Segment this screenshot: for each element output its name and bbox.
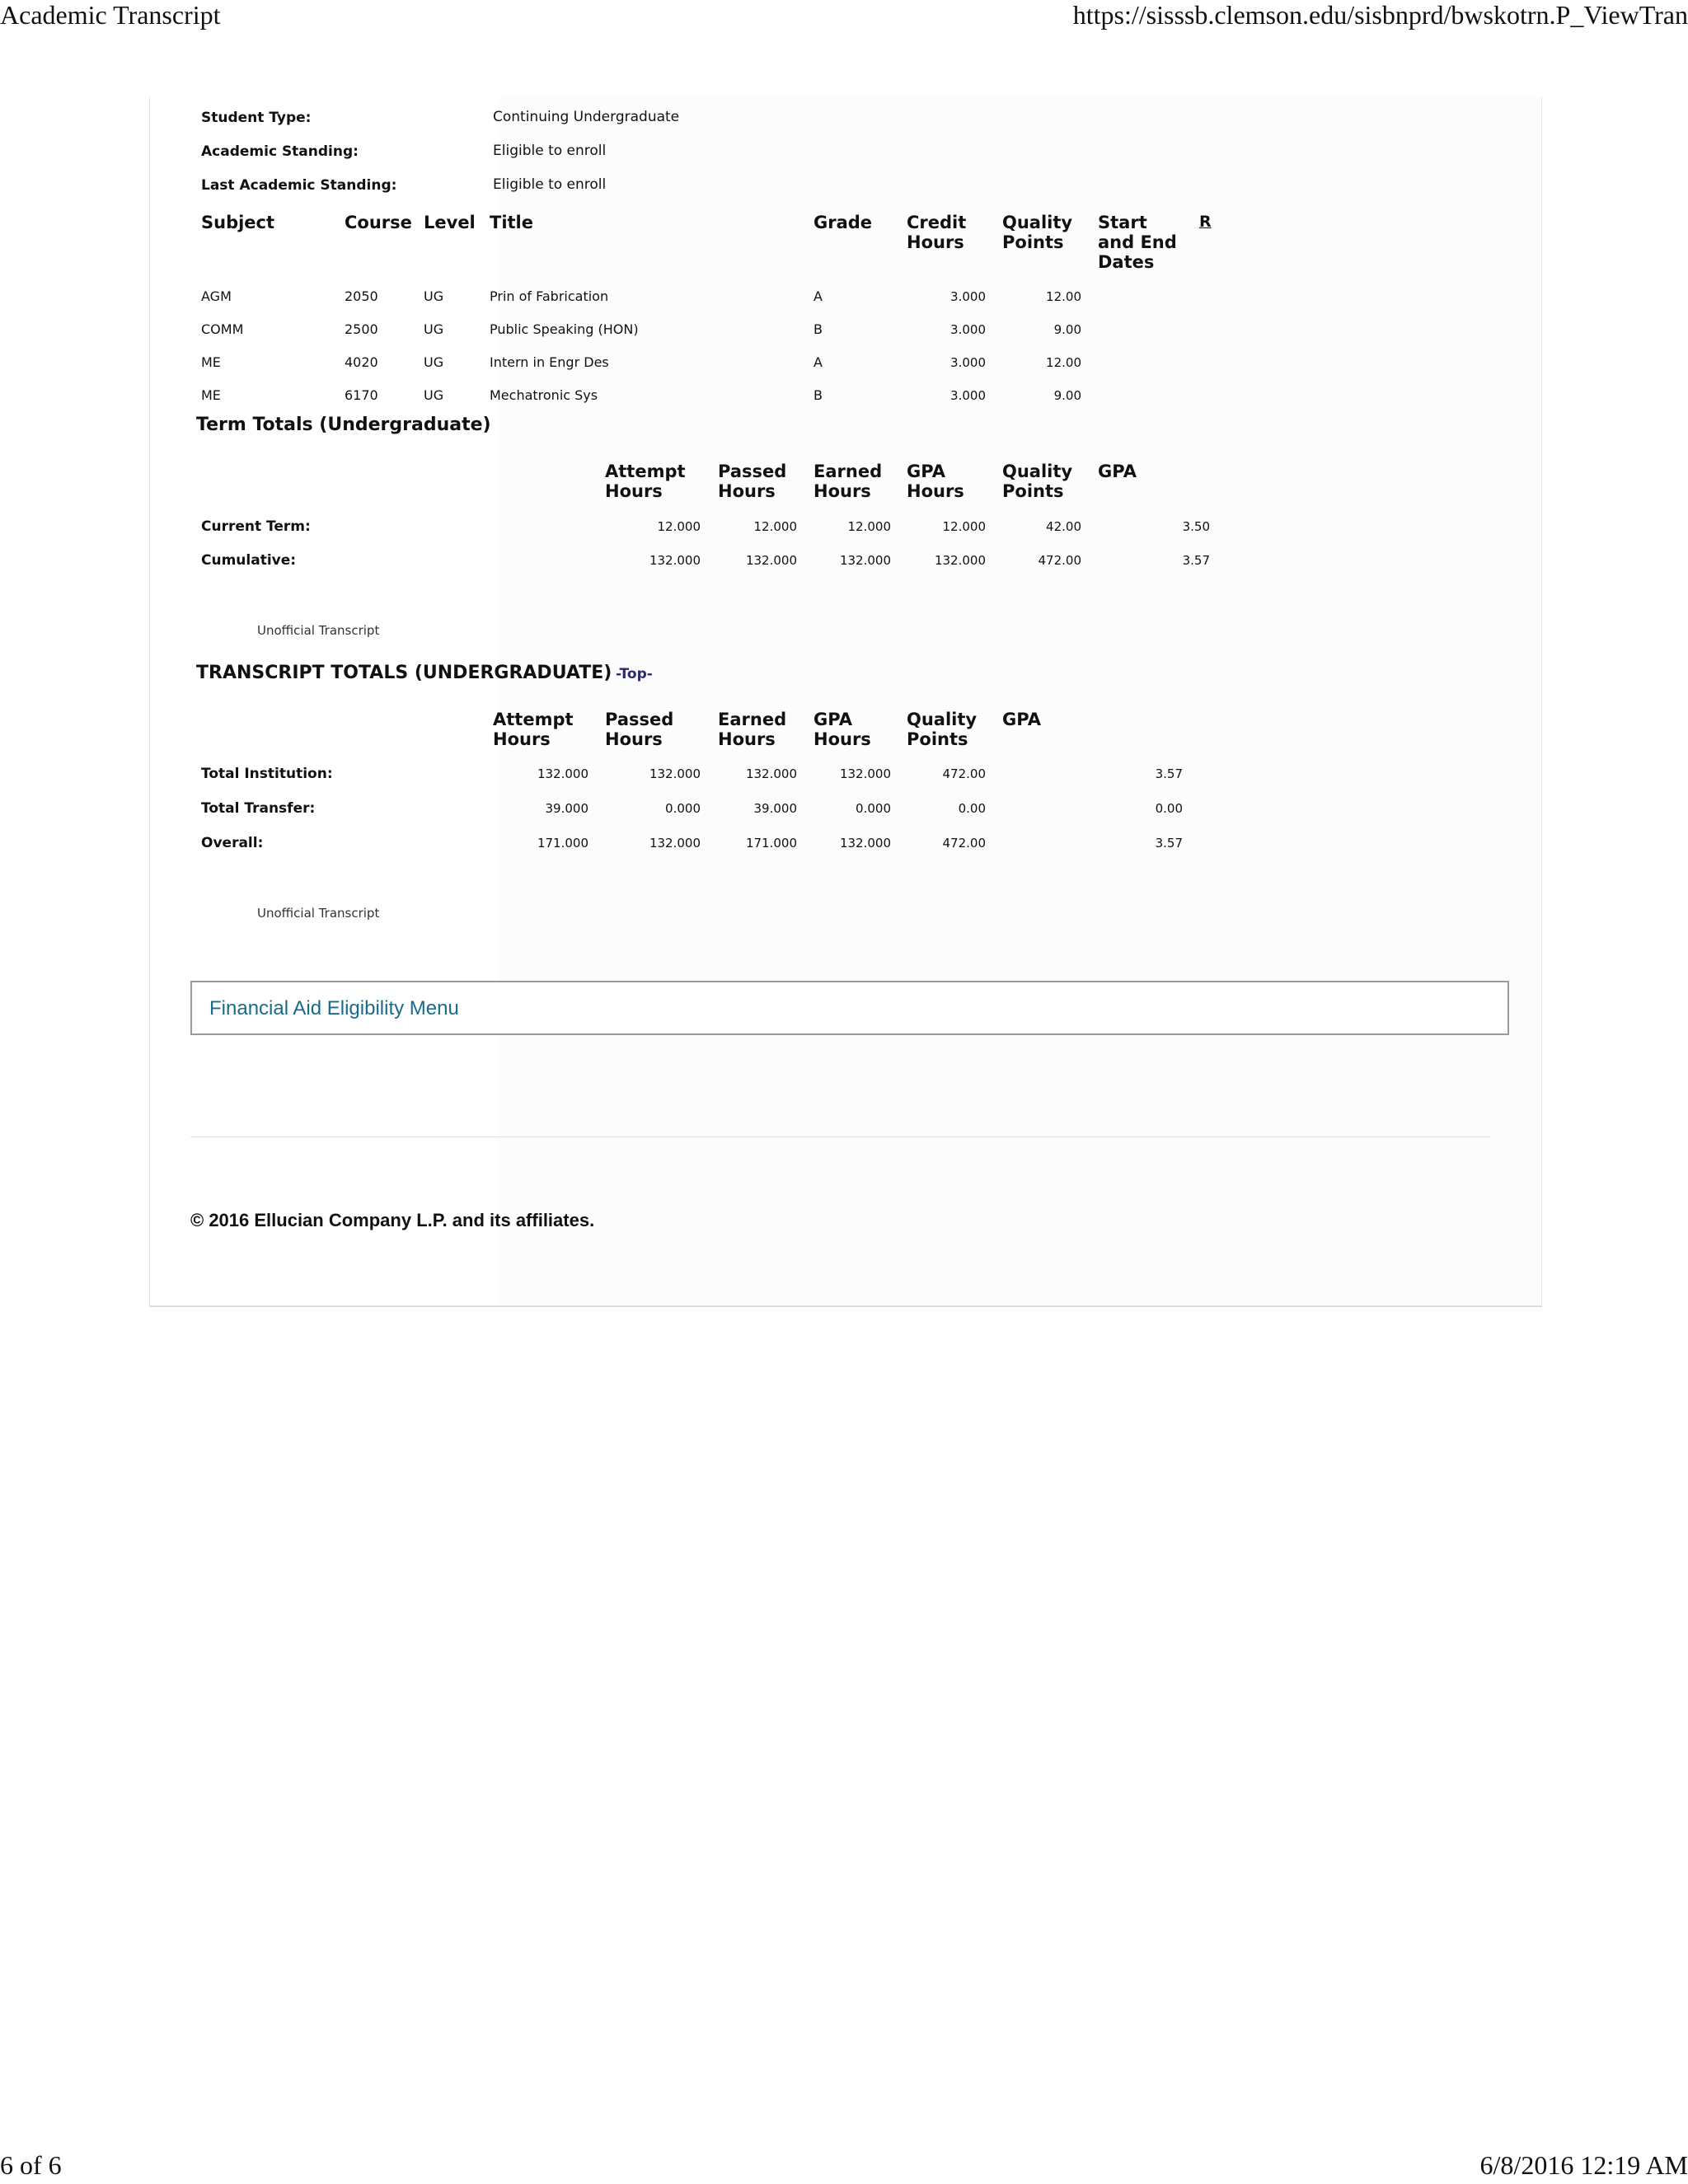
course-subject: ME bbox=[201, 354, 221, 370]
course-number: 2500 bbox=[345, 321, 378, 337]
col-header-credit-hours: Credit Hours bbox=[907, 213, 967, 252]
totals-header-attempt-hours: Attempt Hours bbox=[493, 710, 574, 749]
term-row-label: Cumulative: bbox=[201, 552, 297, 569]
student-type-label: Student Type: bbox=[201, 110, 312, 126]
course-credit-hours: 3.000 bbox=[950, 388, 986, 403]
print-header-url: https://sisssb.clemson.edu/sisbnprd/bwskotrn.P_ViewTran bbox=[1072, 0, 1688, 30]
last-academic-standing-label: Last Academic Standing: bbox=[201, 177, 397, 194]
col-header-level: Level bbox=[424, 213, 476, 232]
student-type-value: Continuing Undergraduate bbox=[493, 109, 680, 125]
course-level: UG bbox=[424, 387, 444, 403]
col-header-start-end-dates: Start and End Dates bbox=[1098, 213, 1177, 272]
course-subject: AGM bbox=[201, 288, 232, 304]
totals-row-label: Total Transfer: bbox=[201, 800, 316, 817]
course-grade: B bbox=[814, 387, 823, 403]
totals-header-earned-hours: Earned Hours bbox=[718, 710, 787, 749]
transcript-totals-heading: TRANSCRIPT TOTALS (UNDERGRADUATE) bbox=[196, 663, 612, 683]
term-gpa: 3.50 bbox=[1182, 519, 1210, 534]
totals-attempt-hours: 39.000 bbox=[545, 801, 588, 816]
totals-passed-hours: 0.000 bbox=[665, 801, 701, 816]
totals-gpa: 3.57 bbox=[1155, 836, 1183, 851]
term-totals-heading: Term Totals (Undergraduate) bbox=[196, 415, 491, 435]
print-header-title: Academic Transcript bbox=[0, 0, 221, 30]
totals-header-gpa-hours: GPA Hours bbox=[814, 710, 871, 749]
totals-gpa-hours: 132.000 bbox=[839, 766, 891, 781]
financial-aid-menu-link[interactable]: Financial Aid Eligibility Menu bbox=[209, 997, 459, 1019]
col-header-course: Course bbox=[345, 213, 412, 232]
totals-gpa-hours: 0.000 bbox=[856, 801, 891, 816]
col-header-subject: Subject bbox=[201, 213, 275, 232]
totals-attempt-hours: 132.000 bbox=[537, 766, 588, 781]
financial-aid-menu-box[interactable] bbox=[190, 981, 1509, 1035]
course-grade: B bbox=[814, 321, 823, 337]
course-title: Mechatronic Sys bbox=[490, 387, 598, 403]
totals-passed-hours: 132.000 bbox=[649, 836, 701, 851]
totals-header-gpa: GPA bbox=[1002, 710, 1041, 729]
col-header-title: Title bbox=[490, 213, 534, 232]
term-header-passed-hours: Passed Hours bbox=[718, 462, 787, 501]
term-header-earned-hours: Earned Hours bbox=[814, 462, 883, 501]
totals-header-quality-points: Quality Points bbox=[907, 710, 978, 749]
course-title: Public Speaking (HON) bbox=[490, 321, 639, 337]
totals-earned-hours: 171.000 bbox=[745, 836, 797, 851]
academic-standing-value: Eligible to enroll bbox=[493, 143, 607, 159]
print-footer-page-number: 6 of 6 bbox=[0, 2150, 62, 2180]
course-grade: A bbox=[814, 288, 823, 304]
course-number: 6170 bbox=[345, 387, 378, 403]
course-quality-points: 9.00 bbox=[1053, 322, 1081, 337]
term-row-label: Current Term: bbox=[201, 518, 311, 535]
course-credit-hours: 3.000 bbox=[950, 289, 986, 304]
totals-passed-hours: 132.000 bbox=[649, 766, 701, 781]
course-grade: A bbox=[814, 354, 823, 370]
course-credit-hours: 3.000 bbox=[950, 322, 986, 337]
term-header-gpa: GPA bbox=[1098, 462, 1137, 481]
totals-row-label: Total Institution: bbox=[201, 766, 333, 782]
term-passed-hours: 12.000 bbox=[753, 519, 797, 534]
term-earned-hours: 132.000 bbox=[839, 553, 891, 568]
copyright: © 2016 Ellucian Company L.P. and its affiliates. bbox=[190, 1210, 595, 1230]
course-level: UG bbox=[424, 288, 444, 304]
totals-gpa: 3.57 bbox=[1155, 766, 1183, 781]
totals-gpa-hours: 132.000 bbox=[839, 836, 891, 851]
term-earned-hours: 12.000 bbox=[847, 519, 891, 534]
course-quality-points: 12.00 bbox=[1046, 289, 1081, 304]
course-quality-points: 9.00 bbox=[1053, 388, 1081, 403]
term-header-attempt-hours: Attempt Hours bbox=[605, 462, 686, 501]
totals-gpa: 0.00 bbox=[1155, 801, 1183, 816]
term-quality-points: 42.00 bbox=[1046, 519, 1081, 534]
unofficial-transcript-note: Unofficial Transcript bbox=[257, 906, 380, 921]
term-passed-hours: 132.000 bbox=[745, 553, 797, 568]
totals-quality-points: 0.00 bbox=[958, 801, 986, 816]
course-number: 2050 bbox=[345, 288, 378, 304]
last-academic-standing-value: Eligible to enroll bbox=[493, 176, 607, 193]
totals-header-passed-hours: Passed Hours bbox=[605, 710, 674, 749]
course-level: UG bbox=[424, 354, 444, 370]
top-link[interactable]: -Top- bbox=[616, 666, 653, 682]
course-level: UG bbox=[424, 321, 444, 337]
term-attempt-hours: 132.000 bbox=[649, 553, 701, 568]
term-gpa: 3.57 bbox=[1182, 553, 1210, 568]
course-quality-points: 12.00 bbox=[1046, 355, 1081, 370]
course-title: Prin of Fabrication bbox=[490, 288, 609, 304]
course-number: 4020 bbox=[345, 354, 378, 370]
totals-quality-points: 472.00 bbox=[942, 836, 986, 851]
unofficial-transcript-note: Unofficial Transcript bbox=[257, 623, 380, 638]
term-header-quality-points: Quality Points bbox=[1002, 462, 1073, 501]
content-panel bbox=[149, 97, 1542, 1307]
term-quality-points: 472.00 bbox=[1038, 553, 1081, 568]
totals-earned-hours: 39.000 bbox=[753, 801, 797, 816]
print-footer-datetime: 6/8/2016 12:19 AM bbox=[1479, 2150, 1688, 2180]
col-header-r[interactable]: R bbox=[1199, 213, 1212, 231]
academic-standing-label: Academic Standing: bbox=[201, 143, 359, 160]
course-subject: COMM bbox=[201, 321, 244, 337]
col-header-quality-points: Quality Points bbox=[1002, 213, 1073, 252]
totals-row-label: Overall: bbox=[201, 835, 264, 851]
term-gpa-hours: 12.000 bbox=[942, 519, 986, 534]
course-title: Intern in Engr Des bbox=[490, 354, 609, 370]
totals-quality-points: 472.00 bbox=[942, 766, 986, 781]
course-subject: ME bbox=[201, 387, 221, 403]
term-attempt-hours: 12.000 bbox=[657, 519, 701, 534]
totals-earned-hours: 132.000 bbox=[745, 766, 797, 781]
term-gpa-hours: 132.000 bbox=[934, 553, 986, 568]
course-credit-hours: 3.000 bbox=[950, 355, 986, 370]
term-header-gpa-hours: GPA Hours bbox=[907, 462, 964, 501]
col-header-grade: Grade bbox=[814, 213, 873, 232]
totals-attempt-hours: 171.000 bbox=[537, 836, 588, 851]
